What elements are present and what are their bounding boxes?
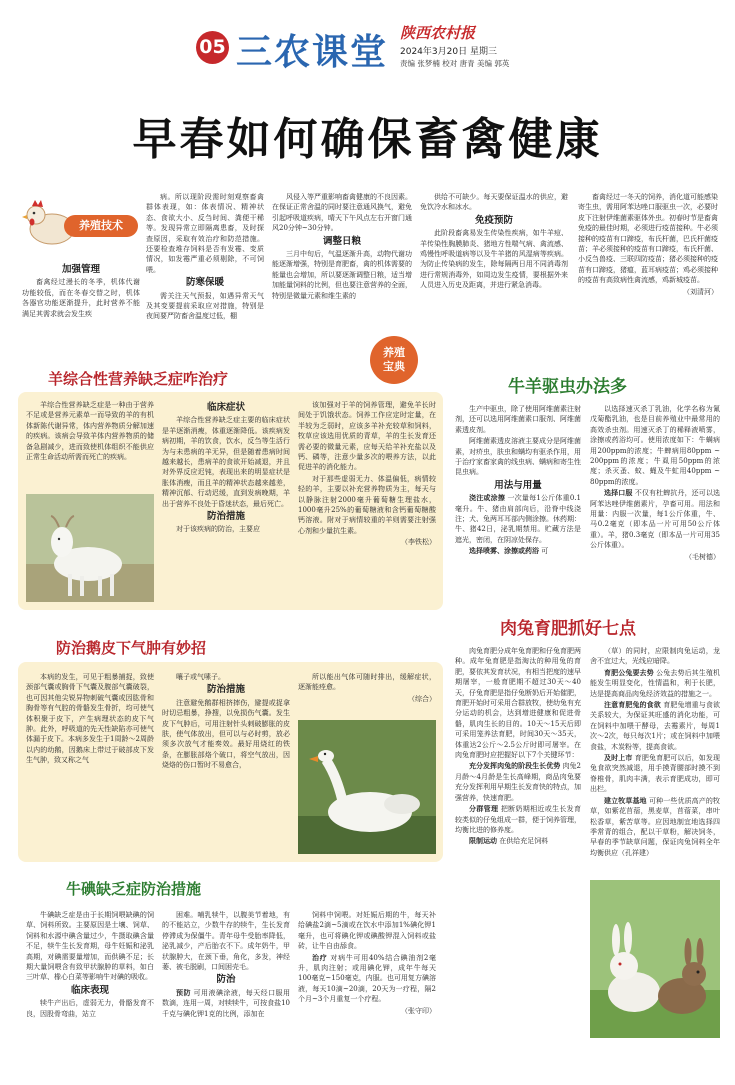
paragraph: 畜禽经过一冬天的饲养，消化道可能感染寄生虫，需用阿苯达唑口服驱虫一次，必要时皮下注射伊维菌素驱体外虫。初春时节是畜禽免疫的最佳时期，必须进行疫苗接种。牛必须接种的疫苗有口蹄疫，布氏杆菌，巴氏杆菌疫苗；羊必须接种的疫苗有口蹄疫，布氏杆菌、小反刍兽疫、三联四防疫苗；猪必须接种的疫苗有口蹄疫，猪瘟，蓝耳病疫苗；鸡必须接种的疫苗有高致病性禽流感，鸡新城疫苗。 <box>578 193 718 285</box>
article2-intro <box>26 400 154 492</box>
paragraph-body: 在供给充足饲料 <box>499 837 549 846</box>
lead-term: 及时上市 <box>604 754 633 763</box>
article5-col-2 <box>590 404 720 614</box>
paragraph-body: 育肥兔育肥可以后，如发现兔食欲突然减退，用手摸背腰部时摸不到脊椎骨，肌肉丰满，表示育肥成功，即可出栏。 <box>590 754 720 794</box>
section-title: 三农课堂 <box>236 31 389 73</box>
paragraph <box>590 700 720 752</box>
paragraph-body: 公兔去势后其生殖机能发生明显变化，性情温和，利于长肥，达是提高商品肉兔经济效益的措施之一。 <box>590 668 720 698</box>
byline: （刘清河） <box>683 287 718 296</box>
main-headline: 早春如何确保畜禽健康 <box>132 114 603 165</box>
subhead: 防治 <box>216 974 236 986</box>
paragraph: 饲料中饲喂。对妊娠后期的牛，每天补给碘盐2滴~5滴或在饮水中添加1%碘化钾1毫升，也可将碘化钾或碘酸钾混入饲料或盐砖，让牛自由舔食。 <box>298 911 436 951</box>
lead-term: 注意育肥兔的食欲 <box>604 701 661 710</box>
subhead: 加强管理 <box>61 264 100 275</box>
goat-photo <box>26 494 154 602</box>
goose-photo <box>298 720 436 854</box>
subhead: 用法与用量 <box>494 479 542 491</box>
paragraph-body: 可用液碘涂液，每天经口服用数滴，连用一周，对犊犊牛，可按食盐10千克与碘化钾1克的比例，添加在 <box>162 988 290 1018</box>
article2-col-2 <box>162 400 290 605</box>
paragraph: 风侵入等严重影响畜禽健康的不良因素。在保证正常舍温的同时要注意通风换气，避免引起呼吸道疾病，晴天下午风点左右开窗门通风20分钟~30分钟。 <box>272 193 412 233</box>
article1-col-3 <box>420 192 568 342</box>
paragraph <box>455 493 581 545</box>
paragraph: 困难。哺乳犊牛，以腹美节着地，有的不能站立，少数牛存的犊牛，生长发育停滞成为保僵牛。青年母牛受胎率降低，泌乳减少，产后胎衣不下。成年奶牛，甲状腺肿大，在颈下垂，角化，多发，神经萎、被毛脱刷，口间困壳毛。 <box>162 911 290 972</box>
paragraph: 供给不可缺少。每天要保证温水的供应，避免饮冷水和冰水。 <box>420 193 568 212</box>
article1-col-1 <box>146 192 264 342</box>
paragraph <box>298 953 436 1005</box>
paragraph: 该加强对于羊的饲养管理，避免羊长时间处于饥饿状态。饲养工作应定时定量，在半较为乏弱时，应该多羊补充较草和饲料，牧草应该选用优质的青草，羊的生长发育还需必要的微量元素，应每天给羊补充盐以及钙、磷等，注意少量多次的喂养方法，以此促进羊的消化能力。 <box>298 401 436 472</box>
article2-col-3 <box>298 400 436 605</box>
article4-col-1 <box>26 910 154 1060</box>
paragraph: 畜禽经过漫长的冬季，机体代谢功能较低，而在冬春交替之时，机体各器官功能逐渐提升，此时营养不能满足其需求就会发生疾 <box>22 278 140 318</box>
paragraph <box>590 796 720 858</box>
article1-col-2 <box>272 192 412 342</box>
paragraph: 对于那些虚弱无力、体温偏低，病情较轻的羊，主要以补充营养物质为主，每天与以静脉注射2000毫升葡萄糖生理盐水，1000毫升25%的葡萄糖液和含钙葡萄糖酸钙溶液。附对于病情较重的羊则需要注射强心剂和少量抗生素。 <box>298 474 436 535</box>
subhead: 防寒保暖 <box>185 277 224 289</box>
paragraph: 羊综合性营养缺乏症主要的临床症状是羊逐渐消瘦，体重逐渐降低。该疾病发病初期，羊的饮食，饮水，反刍等生活行为与未患病的羊无异，但是随着患病时间越来越长，患病羊的食欲开始减退，并且对外界反应迟钝，表现出来的明显症状是胀体消瘦，而且羊的精神状态越来越差，精神沉郁、行动迟缓，直到发病晚期，羊出于营养不良处于昏迷状态，最后死亡。 <box>162 416 290 508</box>
issue-date: 2024年3月20日 星期三 <box>400 47 497 57</box>
article6-col-2 <box>590 646 720 874</box>
paragraph: 牛碘缺乏症是由于长期饲喂缺碘的饲草、饲料所致。主要原因是土壤、饲草、饲料和水源中碘含量过少，牛摄取碘含量不足，犊牛生长发育期，母牛妊娠和泌乳高期，对碘需要量增加，而供碘不足；长期大量饲喂含有致甲状腺肿的草料，如白三叶草、橡心白菜等影响牛对碘的吸收。 <box>26 911 154 982</box>
paragraph: 所以能出气体可随时排出，缓解症状，逐渐能痊愈。 <box>298 673 436 692</box>
paragraph: 对于该疾病的防治，主要应 <box>176 525 260 534</box>
paragraph: 以选择速灭杀丁乳油，化学名称为氰戊菊酯乳油，也是目前养殖业中最常用的高效杀虫剂。用速灭杀丁的稀释液喷雾，涂擦或药浴均可。使用浓度如下：牛螨病用200ppm的浓度；牛蜱病用80ppm ~ 200ppm的浓度；牛虱用50ppm的浓度；杀灭蚤、蚊、蝇及牛虻用40ppm ~ 80ppm的浓度。 <box>590 405 720 486</box>
paragraph: 阿维菌素透皮溶液主要成分是阿维菌素，对疥虫，肤虫和螨均有驱杀作用，用于治疗家畜家禽的线虫病、螨病和寄生性昆虫病。 <box>455 437 581 477</box>
subhead: 临床表现 <box>70 984 109 996</box>
paragraph: 肉兔育肥分成年兔育肥和仔兔育肥两种。成年兔育肥是指淘汰的种用兔的育肥，要依其发育状况，有相当把度的速早期屠宰，一般育肥期不超过30天～40天，仔兔育肥是指仔兔断奶后开始催肥，育肥开始时可采用合群放牧，使幼兔有充分运动的机会，达到增进健康和促进骨骼，肌肉生长的目的。10天～15天后即可采用笼养法育肥，时间30天～35天，体重达2公斤～2.5公斤时即可屠宰。在肉兔育肥时应把握好以下7个关键环节： <box>455 647 581 760</box>
article4-col-2 <box>162 910 290 1060</box>
article5-col-1 <box>455 404 581 614</box>
article4-col-3 <box>298 910 436 1060</box>
paragraph-body: 可种一些优质高产的牧草，如紫花苜蓿，黑麦草，苜蓿菜，串叶松香草，紫苦草等。应因地制宜地选择四季常青的组合，配以干草粉，解决饲冬，早春的季节缺草问题，保证肉兔饲料全年均衡供应（孔祥建） <box>590 796 720 857</box>
guide-badge-line1: 养殖 <box>383 346 405 359</box>
editor-credits: 责编 张梦楠 校对 唐青 美编 郭英 <box>400 59 510 68</box>
article5-title: 牛羊驱虫办法多 <box>508 377 627 397</box>
byline: （张守印） <box>401 1006 436 1015</box>
paragraph <box>590 488 720 550</box>
paragraph-body: 肉兔2月龄～4月龄是生长高峰期，商品肉兔要充分发挥利用早期生长发育快的特点，加强营养，快速育肥。 <box>455 762 581 802</box>
paragraph-body: 对病牛可用40%结合碘油剂2毫升，肌肉注射；或用碘化钾，成年牛每天100毫克~150毫克，内服。也可用复方碘溶液，每天10滴~20滴，20天为一疗程，隔2个月~3个月重复一个疗程。 <box>298 953 436 1004</box>
tech-badge <box>64 215 138 237</box>
article3-col-1 <box>26 672 154 856</box>
paragraph: 注意避免鹅群相挤摔伤，避提或捉拿时切忌粗暴，挣搜，以免损伤气囊。发生皮下气肿后，可用注射针头刺破膨胀的皮肤，使气体放出，但可以与必时剪，放必须多次放气才能奏效。最好用烧红的铁条，在膨胀部烙个破口，将空气放出，因烧烙的伤口暂时不易愈合， <box>162 698 290 770</box>
subhead: 防治措施 <box>206 511 245 523</box>
byline: （李铁松） <box>401 538 436 547</box>
lead-term: 分群管理 <box>469 805 499 814</box>
article1-col-4 <box>578 192 718 342</box>
paragraph: 嚷子或气嗉子。 <box>176 673 225 681</box>
paragraph: 需关注天气预报，如遇异常天气及其变要提前采取应对措施，特别是夜间要严防畜舍温度过低，棚 <box>146 291 264 321</box>
paragraph <box>455 546 581 556</box>
paragraph: 本病的发生，可见于粗暴捕捉，致使颈部气囊或胸骨下气囊及腹部气囊破裂，也可因其他尖锐异物刺破气囊或因肱骨和胸骨等有气腔的骨骼发生骨折，均可使气体积聚于皮下，产生病理状态的皮下气肿。此外，呼吸道的先天性缺陷亦可使气体漏于皮下。本病多发生于1周龄～2周龄以内的幼鹅，因鹅床上带过于破部皮下发生气肿，致又称之气 <box>26 673 154 765</box>
paragraph: 羊综合性营养缺乏症是一种由于营养不足或是营养元素单一而导致的羊的有机体新陈代谢异常，体内营养物质分解加速的疾病。该病会导致羊体内营养物质的储备急剧减少，进而致使机体组织不能供应正常生命活动所需而死亡的疾病。 <box>26 401 154 462</box>
subhead: 免疫预防 <box>474 214 513 226</box>
paragraph: 犊牛产出后，虚弱无力，骨骼发育不良，因股骨弯曲，站立 <box>26 999 154 1018</box>
paragraph <box>455 836 581 846</box>
article2-title: 羊综合性营养缺乏症咋治疗 <box>48 370 229 388</box>
page-number-badge <box>196 31 229 64</box>
byline: （毛树德） <box>685 552 720 561</box>
lead-term: 充分发挥肉兔的阶段生长优势 <box>469 762 561 771</box>
byline: （综合） <box>408 694 436 703</box>
lead-term: 浇注或涂擦 <box>469 494 506 503</box>
guide-badge-line2: 宝典 <box>383 360 405 373</box>
article3-col-2 <box>162 672 290 856</box>
paragraph <box>162 988 290 1019</box>
paragraph <box>590 753 720 795</box>
lead-term: 选择口服 <box>604 489 633 498</box>
article6-col-1 <box>455 646 581 1036</box>
paragraph <box>590 668 720 699</box>
paragraph <box>455 804 581 835</box>
lead-term: 建立牧草基地 <box>604 796 647 805</box>
paragraph <box>455 761 581 803</box>
article1-col-left <box>22 262 140 342</box>
paragraph-body: 一次量每1公斤体重0.1毫升。牛、猪由肩部向后，沿脊中线浇注；犬、兔两耳耳部内侧涂擦。休药期：牛、猪42日，泌乳期禁用。贮藏方法是遮光，密闭，在阴凉处保存。 <box>455 494 581 544</box>
paper-name: 陕西农村报 <box>400 24 476 42</box>
article3-title: 防治鹅皮下气肿有妙招 <box>56 639 207 657</box>
rabbit-photo <box>590 880 720 1038</box>
lead-term: 预防 <box>176 988 191 997</box>
subhead: 调整日粮 <box>322 235 361 247</box>
subhead: 防治措施 <box>206 684 245 696</box>
paragraph-body: 可 <box>541 547 549 556</box>
article4-title: 牛碘缺乏症防治措施 <box>66 880 202 898</box>
page-number: 05 <box>199 36 226 58</box>
subhead: 临床症状 <box>206 402 245 413</box>
lead-term: 育肥公兔要去势 <box>604 668 654 677</box>
paragraph-body: 育肥兔增重与食欲关系较大，为保证其旺盛的消化功能，可在饲料中加喂干酵母，去霉素片，每周1次～2次，每只每次1片；或在饲料中加喂食盐，木炭粉等，提高食欲。 <box>590 701 720 751</box>
article3-col-3 <box>298 672 436 718</box>
paragraph: 此阶段畜禽易发生传染性疾病，如牛羊痘、羊传染性胸膜肺炎、猪地方性喘气病、禽流感、鸡慢性呼吸道病等以及牛羊猪的风湿病等疾病。为防止传染病的发生，除每隔两日用不同消毒剂进行常规消毒外，如周边发生疫情，要根据外来人员进入历史及距离，并进行紧急消毒。 <box>420 229 568 290</box>
lead-term: 选择喷雾、涂擦或药浴 <box>469 547 539 556</box>
paragraph: 病。所以现阶段需时刻观察畜禽群体表现，如：体表情况、精神状态、食欲大小、反刍时间、粪便干稀等。发现异常立即隔离患畜，及时探查原因，采取有效治疗和防范措施。还要检查堆存饲料是否有发霉、变质情况，如发霉严重必须剔除，不可饲喂。 <box>146 193 264 274</box>
article6-title: 肉兔育肥抓好七点 <box>500 619 636 639</box>
guide-badge <box>370 336 418 384</box>
tech-badge-label: 养殖技术 <box>79 219 123 232</box>
paragraph-body: 不仅有杜蜱抗丹，还可以选阿苯达唑伊维菌素片，孕畜可用。用法和用量：内服一次量，每1公斤体重，牛、马0.2毫克（即本品一片可用50公斤体重）。羊，猪0.3毫克（即本品一片可用35公斤体重）。 <box>590 489 720 550</box>
lead-term: 治疗 <box>312 953 328 962</box>
paragraph-body: 把断奶期相近或生长发育较类似的仔兔组成一群，便于饲养管理，均衡比进的修养度。 <box>455 805 581 834</box>
paragraph: 生产中驱虫，除了使用阿维菌素注射剂，还可以选用阿维菌素口服剂、阿维菌素透皮剂。 <box>455 405 581 434</box>
paragraph: 三月中旬后，气温逐渐升高，动物代谢功能逐渐增强，特别是育肥畜，禽的机体需要的能量也会增加，所以要逐渐调整日粮，适当增加能量饲料的比例，但也要注意营养的全面，特别是微量元素和维生素的 <box>272 250 412 300</box>
lead-term: 限制运动 <box>469 837 497 846</box>
paragraph: （草）的同时，应限制肉兔运动，龙舍不宜过大，光线应暗降。 <box>590 647 720 666</box>
